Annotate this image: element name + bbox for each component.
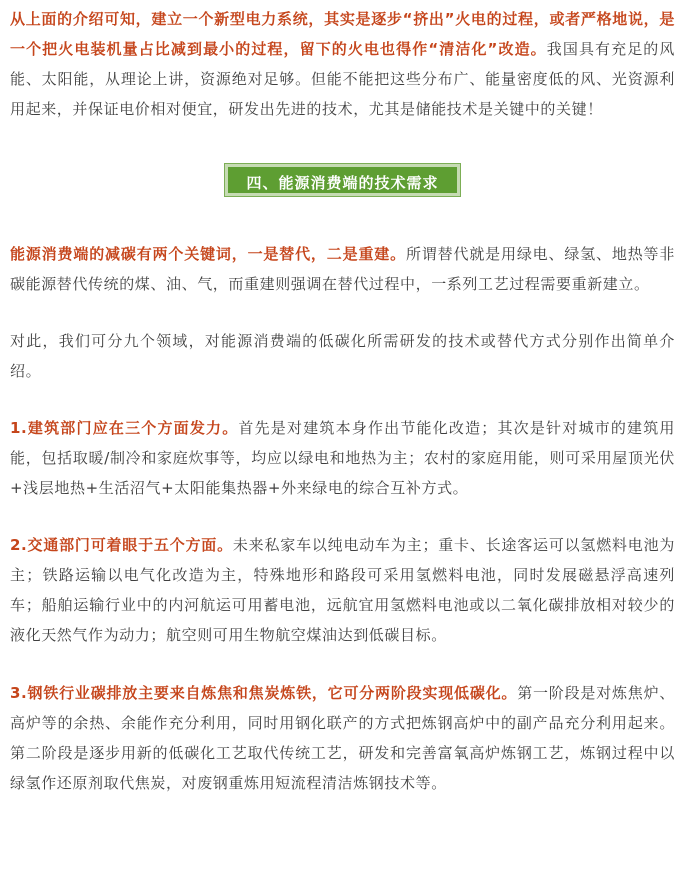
- paragraph-steel-body: 第一阶段是对炼焦炉、高炉等的余热、余能作充分利用，同时用钢化联产的方式把炼钢高炉中的副产品充分利用起来。第二阶段是逐步用新的低碳化工艺取代传统工艺，研发和完善富氧高炉炼钢工艺，炼钢过程中以绿氢作还原剂取代焦炭，对废钢重炼用短流程清洁炼钢技术等。: [10, 684, 675, 792]
- paragraph-keywords: [10, 239, 675, 299]
- intro-lead: 从上面的介绍可知，建立一个新型电力系统，其实是逐步“挤出”火电的过程，或者严格地说，是一个把火电装机量占比减到最小的过程，留下的火电也得作“清洁化”改造。: [10, 10, 675, 58]
- paragraph-buildings-lead: 1.建筑部门应在三个方面发力。: [10, 419, 239, 437]
- paragraph-transport-body: 未来私家车以纯电动车为主；重卡、长途客运可以氢燃料电池为主；铁路运输以电气化改造为主，特殊地形和路段可采用氢燃料电池，同时发展磁悬浮高速列车；船舶运输行业中的内河航运可用蓄电池，远航宜用氢燃料电池或以二氧化碳排放相对较少的液化天然气作为动力；航空则可用生物航空煤油达到低碳目标。: [10, 536, 675, 644]
- paragraph-buildings: [10, 413, 675, 503]
- section-heading-title: 四、能源消费端的技术需求: [246, 174, 439, 192]
- intro-body: 我国具有充足的风能、太阳能，从理论上讲，资源绝对足够。但能不能把这些分布广、能量密度低的风、光资源利用起来，并保证电价相对便宜，研发出先进的技术，尤其是储能技术是关键中的关键！: [10, 40, 675, 118]
- section-heading-box: [225, 164, 459, 196]
- paragraph-steel-lead: 3.钢铁行业碳排放主要来自炼焦和焦炭炼铁，它可分两阶段实现低碳化。: [10, 684, 518, 702]
- intro-paragraph: [10, 4, 675, 124]
- paragraph-transport-lead: 2.交通部门可着眼于五个方面。: [10, 536, 233, 554]
- paragraph-transport: [10, 530, 675, 650]
- paragraph-keywords-body: 所谓替代就是用绿电、绿氢、地热等非碳能源替代传统的煤、油、气，而重建则强调在替代过程中，一系列工艺过程需要重新建立。: [10, 245, 675, 293]
- section-heading-wrap: [10, 164, 675, 196]
- paragraph-steel: [10, 678, 675, 798]
- paragraph-nine-fields: [10, 326, 675, 386]
- paragraph-keywords-lead: 能源消费端的减碳有两个关键词，一是替代，二是重建。: [10, 245, 406, 263]
- paragraph-buildings-body: 首先是对建筑本身作出节能化改造；其次是针对城市的建筑用能，包括取暖/制冷和家庭炊事等，均应以绿电和地热为主；农村的家庭用能，则可采用屋顶光伏+浅层地热+生活沼气+太阳能集热器+外来绿电的综合互补方式。: [10, 419, 676, 497]
- paragraph-nine-fields-body: 对此，我们可分九个领域，对能源消费端的低碳化所需研发的技术或替代方式分别作出简单介绍。: [10, 332, 675, 380]
